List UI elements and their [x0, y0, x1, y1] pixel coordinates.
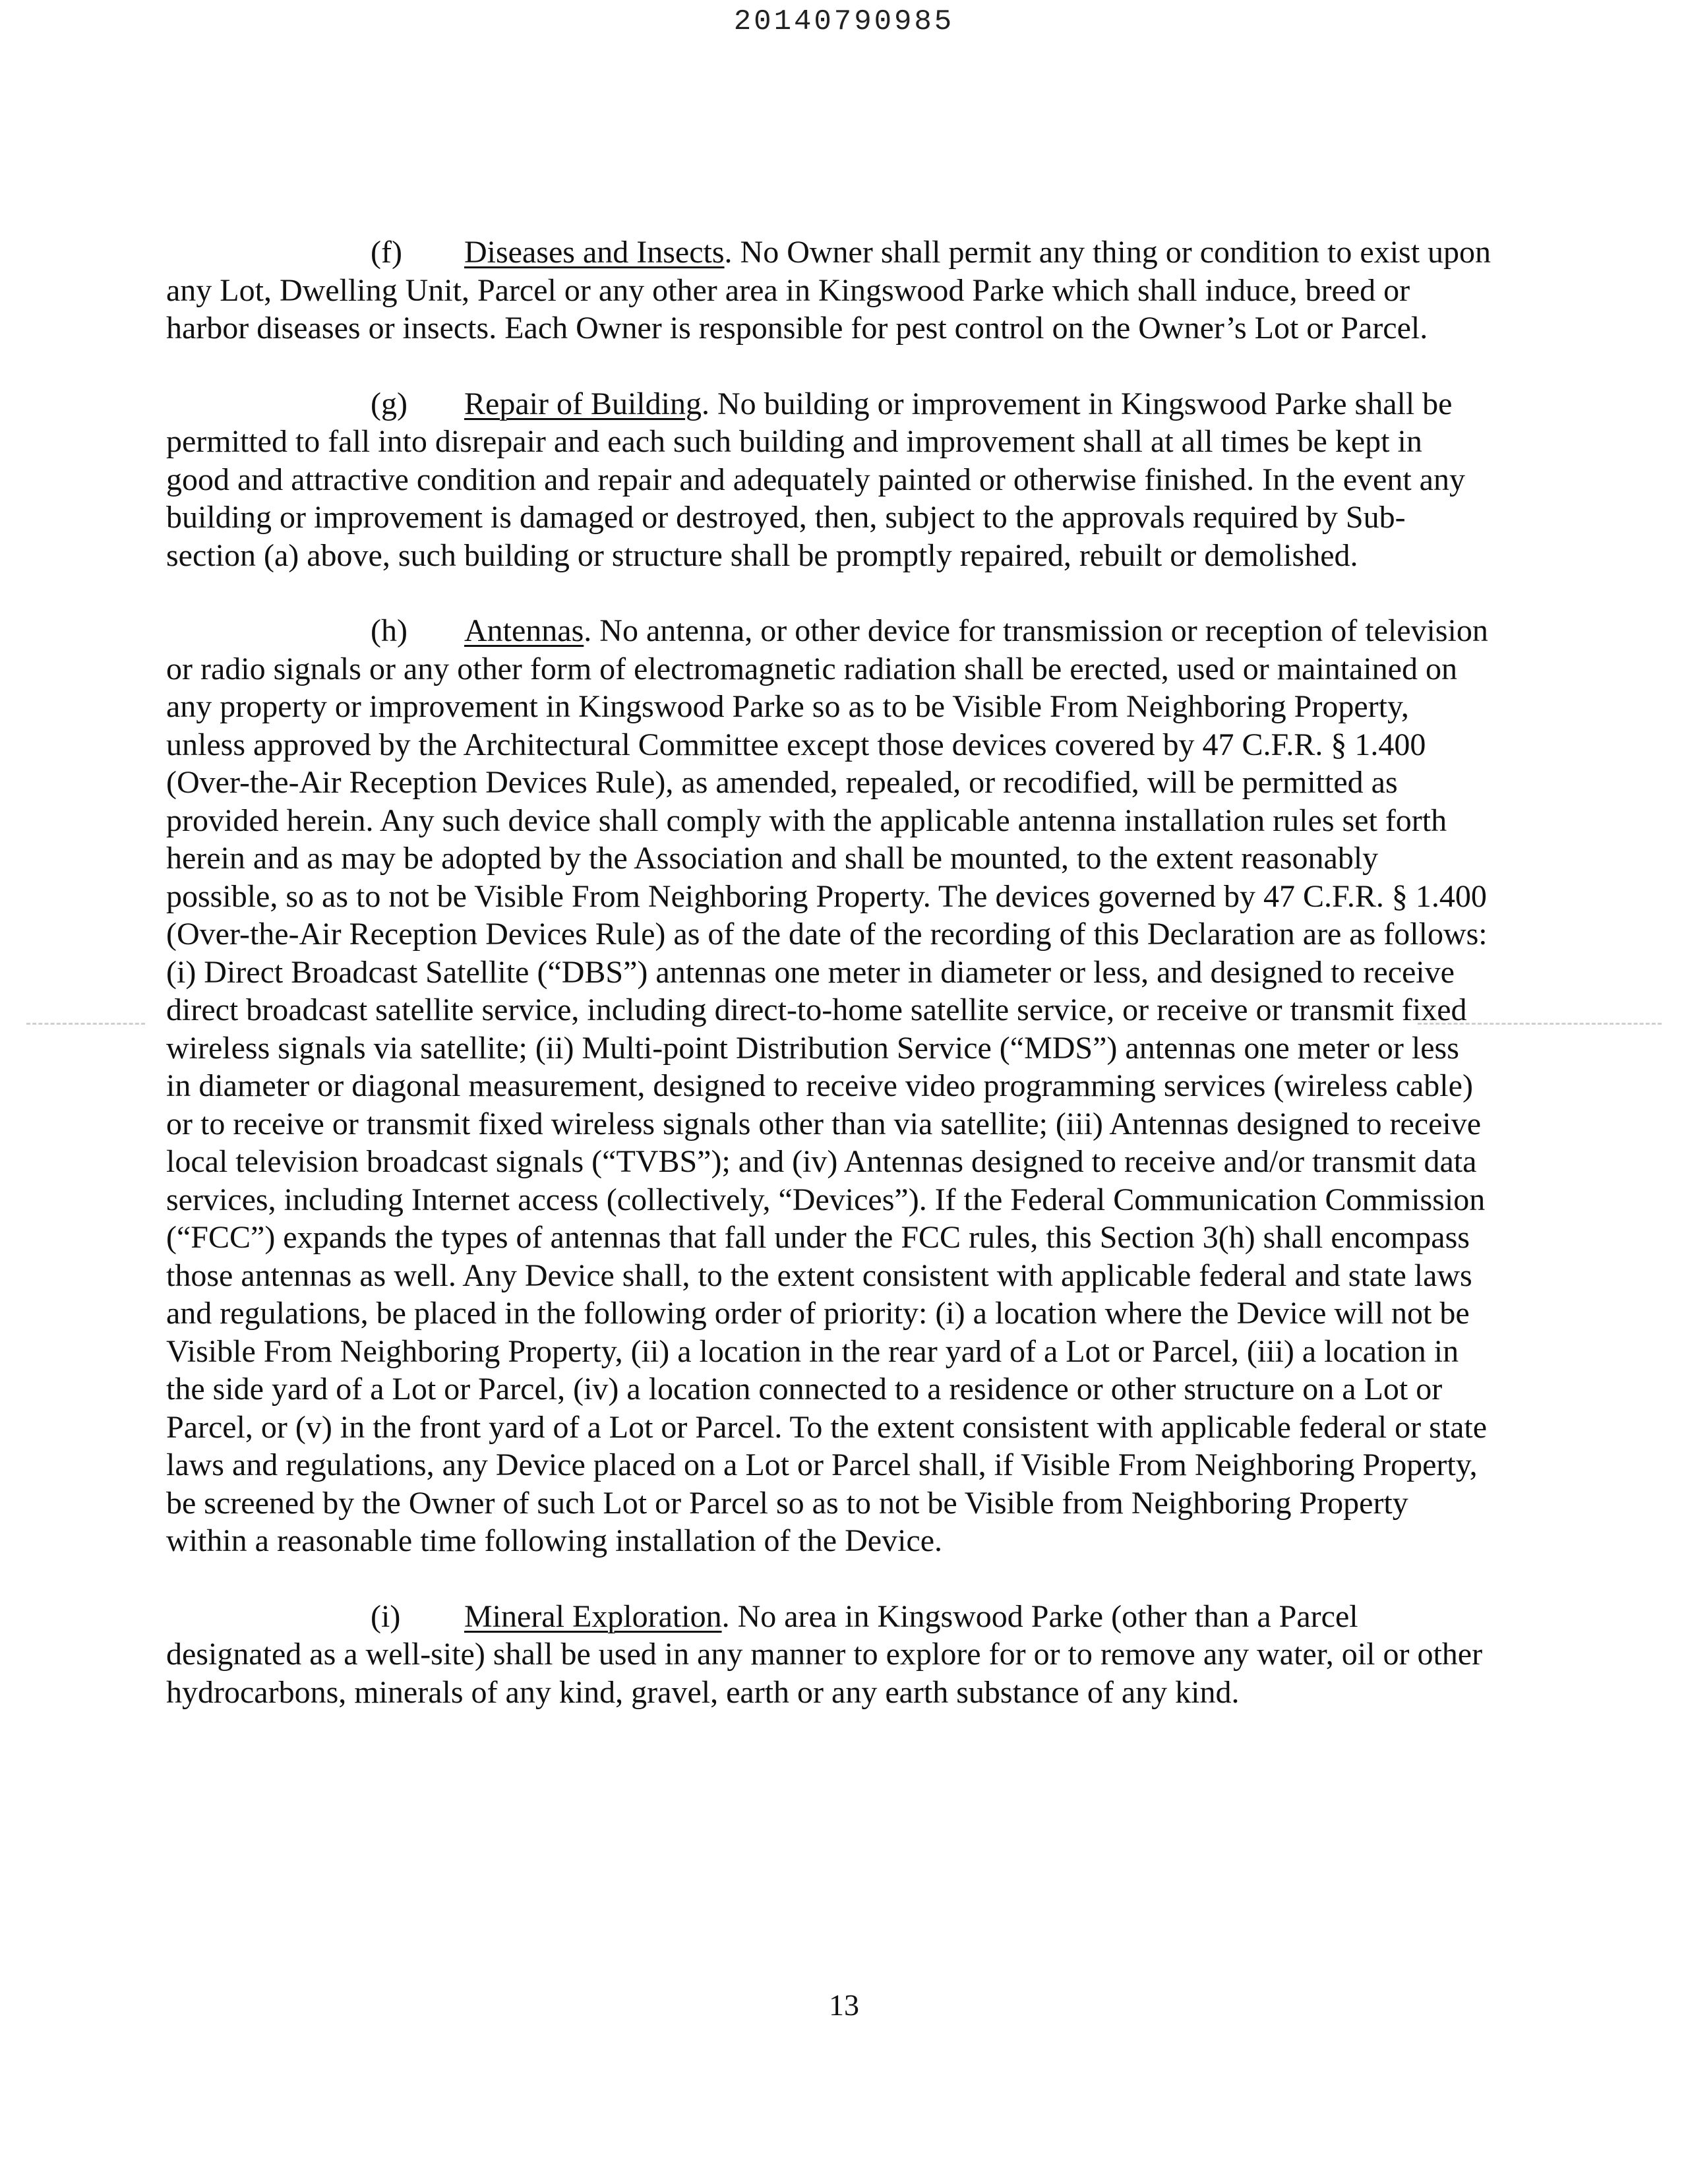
- section-text: . No building or improvement in Kingswood Parke shall be permitted to fall into disrepair and each such building and improvement shall at all times be kept in good and attractive condition and repair and adequately painted or otherwise finished. In the event any building or improvement is damaged or destroyed, then, subject to the approvals required by Sub-section (a) above, such building or structure shall be promptly repaired, rebuilt or demolished.: [166, 386, 1465, 573]
- section-title: Mineral Exploration: [464, 1598, 722, 1634]
- section-text: . No area in Kingswood Parke (other than a Parcel designated as a well-site) shall be used in any manner to explore for or to remove any water, oil or other hydrocarbons, minerals of any kind, gravel, earth or any earth substance of any kind.: [166, 1598, 1483, 1710]
- section-label: (i): [371, 1598, 401, 1634]
- scan-artifact-left: [26, 1023, 145, 1025]
- section-h: [166, 612, 1492, 1560]
- section-f: [166, 233, 1492, 348]
- section-i: [166, 1598, 1492, 1712]
- section-title: Antennas: [464, 613, 584, 648]
- section-title: Diseases and Insects: [464, 235, 725, 270]
- scan-artifact-right: [1418, 1023, 1662, 1025]
- section-title: Repair of Building: [464, 386, 702, 421]
- section-label: (f): [371, 235, 402, 270]
- document-body: [166, 233, 1492, 1749]
- section-text: . No antenna, or other device for transmission or reception of television or radio signals or any other form of electromagnetic radiation shall be erected, used or maintained on any property or improvement in Kingswood Parke so as to be Visible From Neighboring Property, unless approved by the Architectural Committee except those devices covered by 47 C.F.R. § 1.400 (Over-the-Air Reception Devices Rule), as amended, repealed, or recodified, will be permitted as provided herein. Any such device shall comply with the applicable antenna installation rules set forth herein and as may be adopted by the Association and shall be mounted, to the extent reasonably possible, so as to not be Visible From Neighboring Property. The devices governed by 47 C.F.R. § 1.400 (Over-the-Air Reception Devices Rule) as of the date of the recording of this Declaration are as follows: (i) Direct Broadcast Satellite (“DBS”) antennas one meter in diameter or less, and designed to receive direct broadcast satellite service, including direct-to-home satellite service, or receive or transmit fixed wireless signals via satellite; (ii) Multi-point Distribution Service (“MDS”) antennas one meter or less in diameter or diagonal measurement, designed to receive video programming services (wireless cable) or to receive or transmit fixed wireless signals other than via satellite; (iii) Antennas designed to receive local television broadcast signals (“TVBS”); and (iv) Antennas designed to receive and/or transmit data services, including Internet access (collectively, “Devices”). If the Federal Communication Commission (“FCC”) expands the types of antennas that fall under the FCC rules, this Section 3(h) shall encompass those antennas as well. Any Device shall, to the extent consistent with applicable federal and state laws and regulations, be placed in the following order of priority: (i) a location where the Device will not be Visible From Neighboring Property, (ii) a location in the rear yard of a Lot or Parcel, (iii) a location in the side yard of a Lot or Parcel, (iv) a location connected to a residence or other structure on a Lot or Parcel, or (v) in the front yard of a Lot or Parcel. To the extent consistent with applicable federal or state laws and regulations, any Device placed on a Lot or Parcel shall, if Visible From Neighboring Property, be screened by the Owner of such Lot or Parcel so as to not be Visible from Neighboring Property within a reasonable time following installation of the Device.: [166, 613, 1488, 1558]
- section-g: [166, 385, 1492, 575]
- section-text: . No Owner shall permit any thing or condition to exist upon any Lot, Dwelling Unit, Parcel or any other area in Kingswood Parke which shall induce, breed or harbor diseases or insects. Each Owner is responsible for pest control on the Owner’s Lot or Parcel.: [166, 235, 1492, 346]
- document-number: 20140790985: [733, 5, 955, 38]
- page-number: 13: [829, 1988, 859, 2022]
- section-label: (h): [371, 613, 407, 648]
- section-label: (g): [371, 386, 407, 421]
